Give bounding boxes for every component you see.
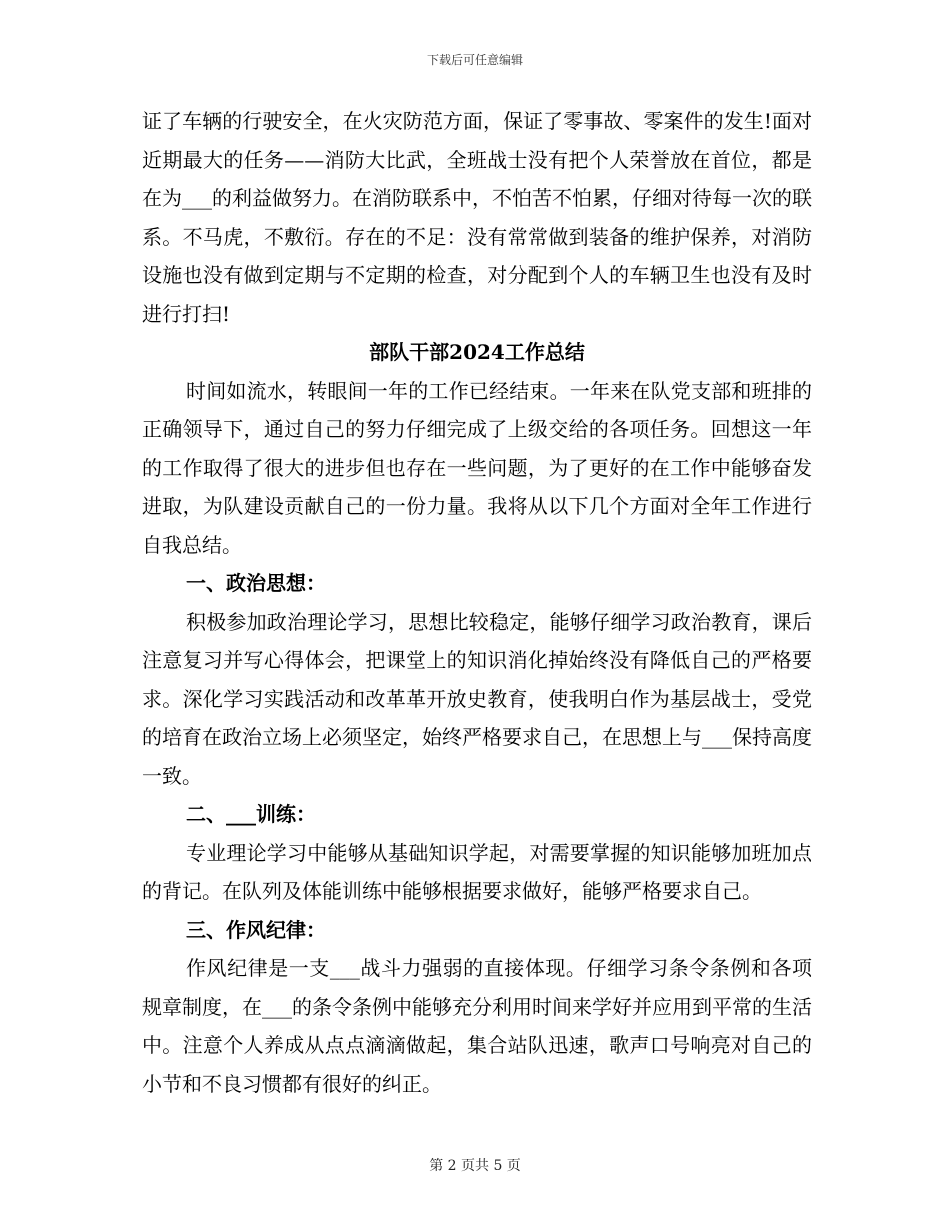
- section-heading-discipline: 三、作风纪律：: [186, 917, 326, 942]
- page-header: 下载后可任意编辑: [426, 53, 523, 67]
- section-body-politics: 积极参加政治理论学习，思想比较稳定，能够仔细学习政治教育，课后注意复习并写心得体会，把课堂上的知识消化掉始终没有降低自己的严格要求。深化学习实践活动和改革革开放史教育，使我明白作为基层战士，受党的培育在政治立场上必须坚定，始终严格要求自己，在思想上与___保持高度一致。: [142, 609, 812, 788]
- page-footer: 第 2 页共 5 页: [429, 1158, 521, 1174]
- section-heading-training: 二、___训练：: [186, 802, 316, 826]
- section-body-discipline: 作风纪律是一支___战斗力强弱的直接体现。仔细学习条令条例和各项规章制度，在___的条令条例中能够充分利用时间来学好并应用到平常的生活中。注意个人养成从点点滴滴做起，集合站队迅速，歌声口号响亮对自己的小节和不良习惯都有很好的纠正。: [142, 956, 812, 1096]
- section-heading-politics: 一、政治思想：: [186, 571, 326, 595]
- intro-paragraph: 证了车辆的行驶安全，在火灾防范方面，保证了零事故、零案件的发生!面对近期最大的任务——消防大比武，全班战士没有把个人荣誉放在首位，都是在为___的利益做努力。在消防联系中，不怕苦不怕累，仔细对待每一次的联系。不马虎，不敷衍。存在的不足：没有常常做到装备的维护保养，对消防设施也没有做到定期与不定期的检查，对分配到个人的车辆卫生也没有及时进行打扫!: [142, 109, 812, 326]
- document-title: 部队干部2024工作总结: [369, 340, 585, 364]
- opening-paragraph: 时间如流水，转眼间一年的工作已经结束。一年来在队党支部和班排的正确领导下，通过自己的努力仔细完成了上级交给的各项任务。回想这一年的工作取得了很大的进步但也存在一些问题，为了更好的在工作中能够奋发进取，为队建设贡献自己的一份力量。我将从以下几个方面对全年工作进行自我总结。: [142, 378, 812, 557]
- section-body-training: 专业理论学习中能够从基础知识学起，对需要掌握的知识能够加班加点的背记。在队列及体能训练中能够根据要求做好，能够严格要求自己。: [142, 840, 812, 903]
- document-body: [142, 102, 812, 1103]
